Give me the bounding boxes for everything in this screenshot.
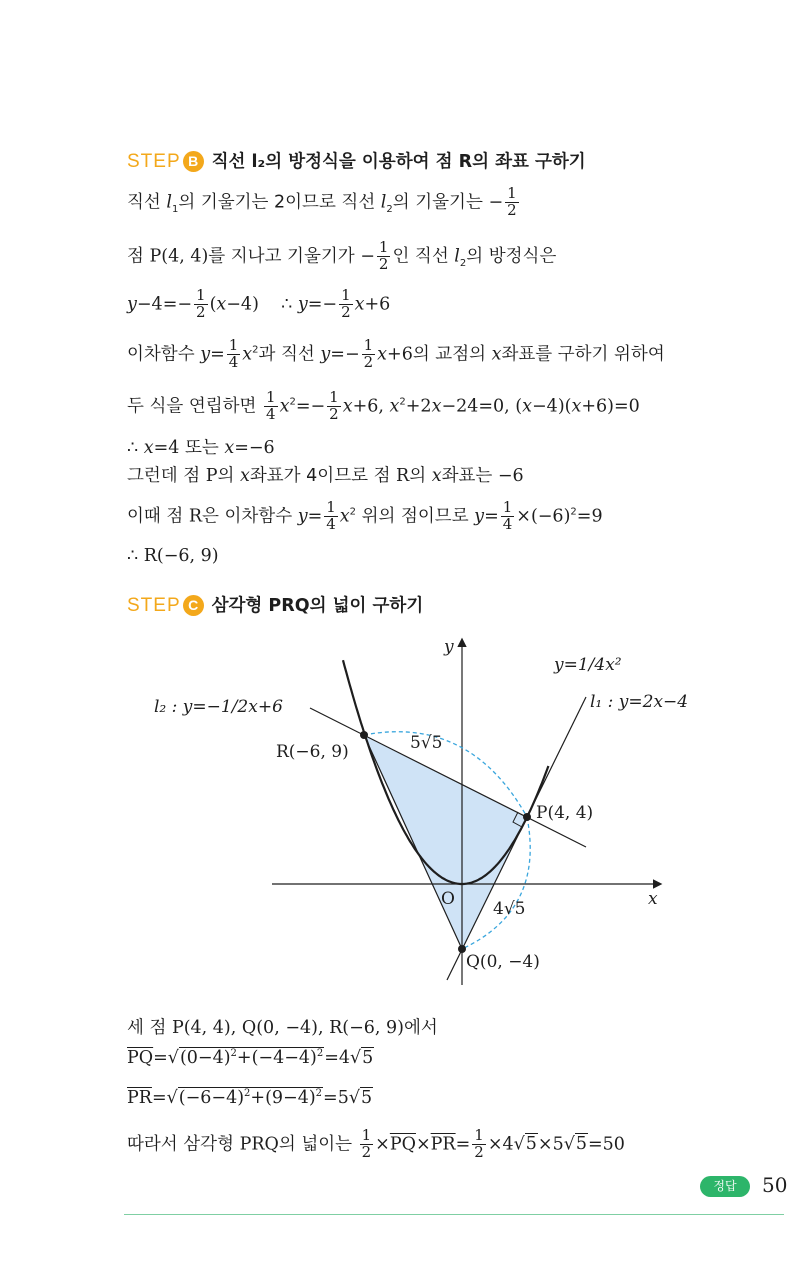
l1-label: l₁ : y=2x−4	[590, 692, 689, 712]
text-line-11: $\overline{PQ}=√(0-4)^2+(-4-4)^2=4√5$	[127, 1048, 374, 1068]
text-line-2: 점 P(4, 4)를 지나고 기울기가 − $\frac{1}{2}$ 인 직선 $l_2$의 방정식은	[127, 238, 557, 273]
step-b-label: STEP	[127, 151, 181, 172]
text-line-1: 직선 $l_1$의 기울기는 2이므로 직선 $l_2$의 기울기는 − $\frac{1}{2}$	[127, 184, 517, 219]
text-line-13: 따라서 삼각형 PRQ의 넓이는 $\frac{1}{2}$ $\times\overline{PQ}\times\overline{PR}=$ $\frac{1}{2}$ ×4√5×5√5=50	[127, 1126, 625, 1161]
answer-badge: 정답	[700, 1176, 750, 1197]
text-line-7: 그런데 점 P의 x좌표가 4이므로 점 R의 x좌표는 −6	[127, 466, 524, 486]
step-b-title: 직선 l₂의 방정식을 이용하여 점 R의 좌표 구하기	[211, 152, 586, 172]
step-c-title: 삼각형 PRQ의 넓이 구하기	[211, 596, 424, 616]
text-line-8: 이때 점 R은 이차함수 y= $\frac{1}{4}$ $x^2$ 위의 점이므로 y= $\frac{1}{4}$ $\times(-6)^2=9$	[127, 498, 603, 533]
origin-label: O	[441, 889, 455, 909]
step-c-label: STEP	[127, 595, 181, 616]
step-b-badge: B	[183, 151, 204, 172]
point-q-dot	[458, 945, 466, 953]
point-r-label: R(−6, 9)	[276, 742, 349, 762]
text-line-10: 세 점 P(4, 4), Q(0, −4), R(−6, 9)에서	[127, 1018, 438, 1038]
len-pr-label: 5√5	[410, 733, 443, 753]
point-r-dot	[360, 731, 368, 739]
text-line-4: 이차함수 y= $\frac{1}{4}$ $x^2$과 직선 y=− $\frac{1}{2}$ x+6의 교점의 x좌표를 구하기 위하여	[127, 336, 665, 371]
step-c-badge: C	[183, 595, 204, 616]
point-p-label: P(4, 4)	[536, 803, 594, 823]
point-q-label: Q(0, −4)	[466, 952, 540, 972]
text-line-9: ∴ R(−6, 9)	[127, 546, 219, 566]
text-line-12: $\overline{PR}=√(-6-4)^2+(9-4)^2=5√5$	[127, 1088, 373, 1108]
text-line-6: ∴ x=4 또는 x=−6	[127, 438, 275, 458]
parabola-label: y=1/4x²	[554, 655, 622, 675]
point-p-dot	[523, 813, 531, 821]
text-line-3: y−4=− $\frac{1}{2}$ (x−4) ∴ y=− $\frac{1}{2}$ x+6	[127, 286, 391, 321]
axis-y-label: y	[444, 637, 454, 657]
axis-x-label: x	[648, 889, 658, 909]
page-number: 50	[762, 1173, 788, 1197]
l2-label: l₂ : y=−1/2x+6	[154, 697, 283, 717]
text-line-5: 두 식을 연립하면 $\frac{1}{4}$ $x^2=-$ $\frac{1}{2}$ x+6, $x^2+2x-24=0$, (x−4)(x+6)=0	[127, 388, 640, 423]
len-pq-label: 4√5	[493, 899, 526, 919]
footer-rule	[124, 1214, 784, 1215]
